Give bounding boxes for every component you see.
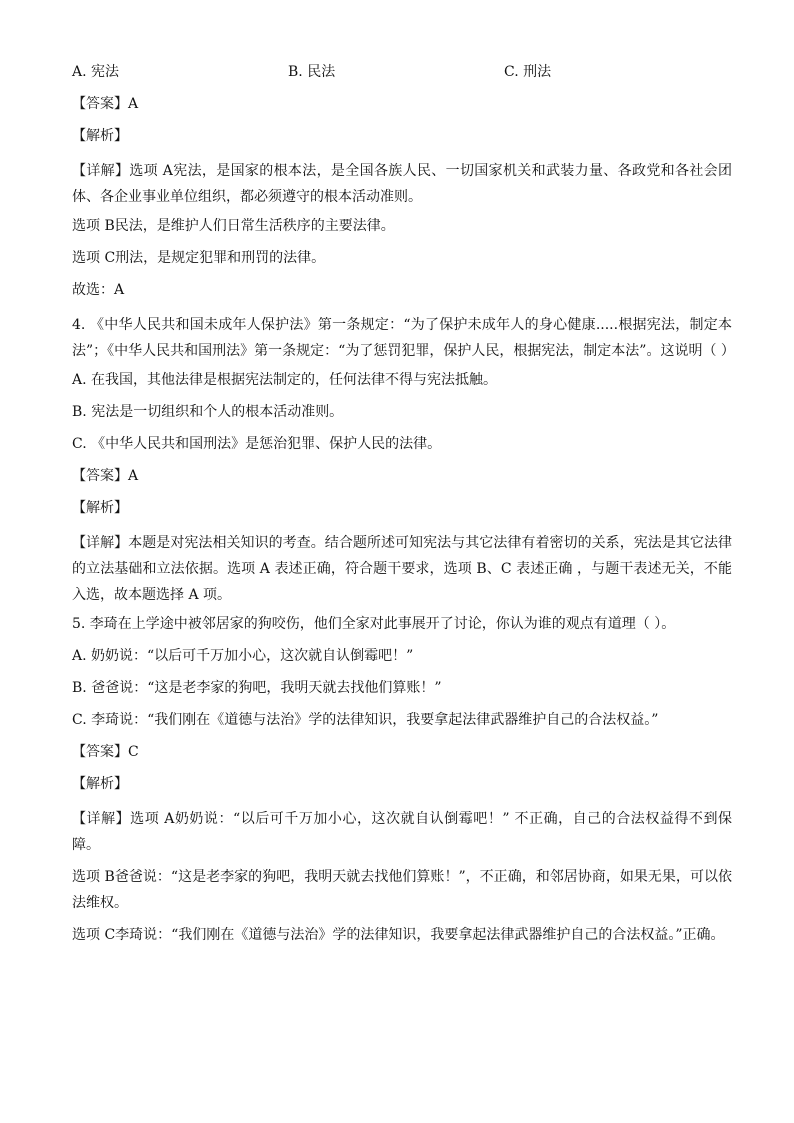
q3-detail-tag: 【详解】	[72, 163, 130, 179]
q4-stem: 4. 《中华人民共和国未成年人保护法》第一条规定：“为了保护未成年人的身心健康.....根据宪法，制定本法”；《中华人民共和国刑法》第一条规定：“为了惩罚犯罪，保护人民，根据宪法，制定本法”。这说明（ ）	[72, 317, 735, 359]
q3-analysis-heading: 【解析】	[72, 128, 128, 144]
q3-option-b: B. 民法	[288, 64, 336, 80]
q3-detail-b: 选项 B民法，是维护人们日常生活秩序的主要法律。	[72, 218, 395, 234]
q4-option-b: B. 宪法是一切组织和个人的根本活动准则。	[72, 404, 344, 420]
q4-analysis-heading: 【解析】	[72, 500, 128, 516]
q5-detail-b: 选项 B爸爸说：“这是老李家的狗吧，我明天就去找他们算账！”，不正确，和邻居协商，如果无果，可以依法维权。	[72, 869, 732, 911]
q3-options	[72, 62, 732, 82]
q3-detail-c: 选项 C刑法，是规定犯罪和刑罚的法律。	[72, 250, 326, 266]
q5-detail-a	[72, 806, 732, 858]
q4-option-a: A. 在我国，其他法律是根据宪法制定的，任何法律不得与宪法抵触。	[72, 372, 498, 388]
q4-answer	[72, 466, 732, 486]
q3-detail-text: 选项 A宪法，是国家的根本法，是全国各族人民、一切国家机关和武装力量、各政党和各社会团体、各企业事业单位组织，都必须遵守的根本活动准则。	[72, 163, 732, 205]
q4-detail-tag: 【详解】	[72, 535, 129, 551]
q5-detail-c: 选项 C李琦说：“我们刚在《道德与法治》学的法律知识，我要拿起法律武器维护自己的合法权益。”正确。	[72, 927, 725, 943]
q3-option-a: A. 宪法	[72, 64, 120, 80]
q3-conclusion: 故选：A	[72, 282, 125, 298]
q4-option-c: C. 《中华人民共和国刑法》是惩治犯罪、保护人民的法律。	[72, 436, 442, 452]
q3-answer	[72, 94, 732, 114]
q4-detail-text: 本题是对宪法相关知识的考查。结合题所述可知宪法与其它法律有着密切的关系，宪法是其它法律的立法基础和立法依据。选项 A 表述正确，符合题干要求，选项 B、C 表述正确 ，与题干表述无关，不能入选，故本题选择 A 项。	[72, 535, 733, 603]
q4-detail	[72, 530, 732, 608]
q5-detail-tag: 【详解】	[72, 811, 131, 827]
q4-answer-value: A	[128, 468, 139, 484]
q5-stem: 5. 李琦在上学途中被邻居家的狗咬伤，他们全家对此事展开了讨论，你认为谁的观点有道理（ ）。	[72, 616, 676, 632]
q5-detail-a-text: 选项 A奶奶说：“以后可千万加小心，这次就自认倒霉吧！” 不正确，自己的合法权益得不到保障。	[72, 811, 733, 853]
q5-answer-tag: 【答案】	[72, 744, 128, 760]
q5-option-a: A. 奶奶说：“以后可千万加小心，这次就自认倒霉吧！”	[72, 648, 414, 664]
q5-analysis-heading: 【解析】	[72, 776, 128, 792]
q3-answer-value: A	[128, 96, 139, 112]
q5-answer	[72, 742, 732, 762]
q3-answer-tag: 【答案】	[72, 96, 128, 112]
q5-option-c: C. 李琦说：“我们刚在《道德与法治》学的法律知识，我要拿起法律武器维护自己的合法权益。”	[72, 712, 659, 728]
q3-detail	[72, 158, 732, 210]
document-page	[72, 62, 735, 954]
q4-answer-tag: 【答案】	[72, 468, 128, 484]
q3-option-c: C. 刑法	[504, 64, 552, 80]
q5-answer-value: C	[128, 744, 139, 760]
q5-option-b: B. 爸爸说：“这是老李家的狗吧，我明天就去找他们算账！”	[72, 680, 442, 696]
